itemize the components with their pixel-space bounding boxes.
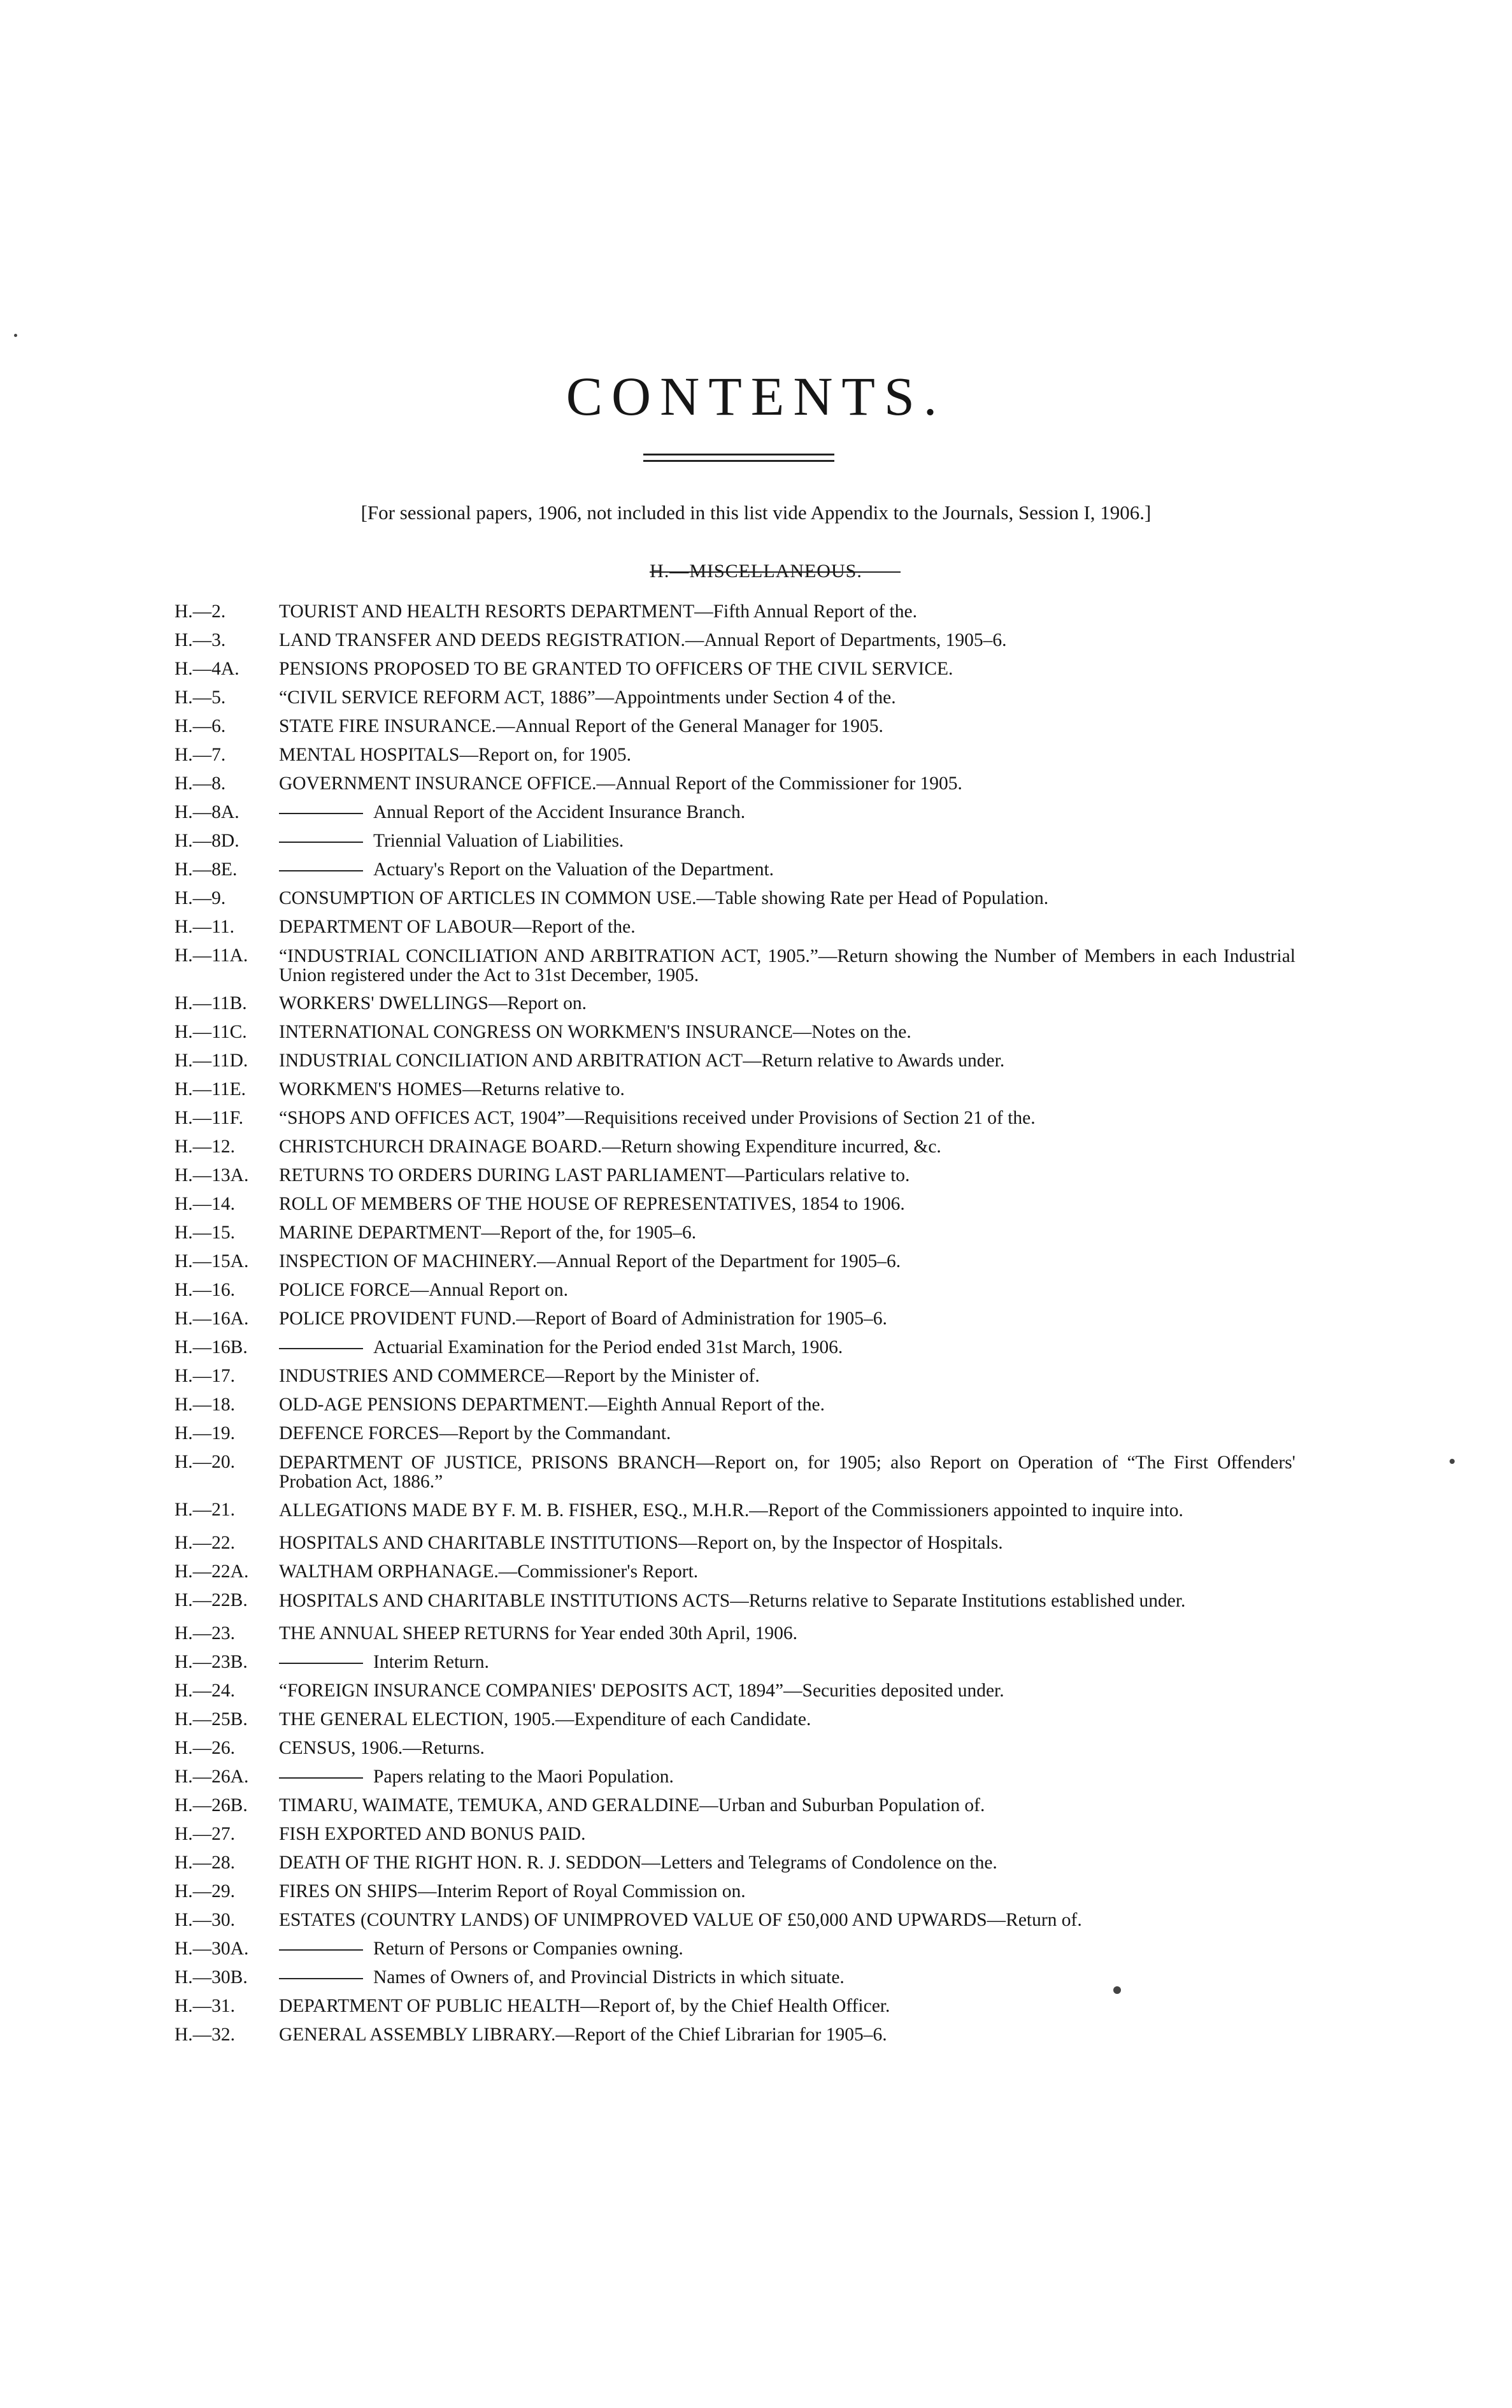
contents-entry [175, 798, 1295, 827]
paper-title: PENSIONS PROPOSED TO BE GRANTED TO OFFICERS OF THE CIVIL SERVICE. [279, 659, 953, 679]
section-heading [0, 561, 1512, 582]
paper-title: “CIVIL SERVICE REFORM ACT, 1886”—Appointments under Section 4 of the. [279, 687, 896, 708]
ditto-dash [279, 1777, 363, 1779]
paper-title [279, 1935, 1295, 1963]
contents-entry [175, 1648, 1295, 1677]
scan-speck [1450, 1459, 1455, 1464]
paper-title: THE GENERAL ELECTION, 1905.—Expenditure of each Candidate. [279, 1709, 811, 1730]
contents-list [175, 598, 1295, 2049]
paper-title: “INDUSTRIAL CONCILIATION AND ARBITRATION ACT, 1905.”—Return showing the Number of Members in each Industrial Union registered under the Act to 31st December, 1905. [279, 946, 1295, 985]
contents-entry [175, 1791, 1295, 1820]
paper-code: H.—11F. [175, 1108, 244, 1128]
paper-title: INTERNATIONAL CONGRESS ON WORKMEN'S INSURANCE—Notes on the. [279, 1022, 911, 1042]
paper-title: CONSUMPTION OF ARTICLES IN COMMON USE.—Table showing Rate per Head of Population. [279, 888, 1049, 908]
paper-title-text: Actuary's Report on the Valuation of the Department. [373, 859, 774, 880]
paper-title-text: Papers relating to the Maori Population. [373, 1767, 674, 1787]
paper-code: H.—15A. [175, 1251, 249, 1272]
contents-entry [175, 1558, 1295, 1586]
paper-title: MARINE DEPARTMENT—Report of the, for 1905–6. [279, 1222, 697, 1243]
paper-code: H.—8A. [175, 802, 239, 822]
paper-code: H.—18. [175, 1394, 236, 1415]
contents-entry [175, 1305, 1295, 1333]
contents-entry [175, 942, 1295, 989]
contents-entry [175, 712, 1295, 741]
contents-entry [175, 1362, 1295, 1391]
ditto-dash [279, 842, 363, 843]
paper-title [279, 1763, 1295, 1791]
paper-code: H.—8. [175, 773, 226, 794]
contents-entry [175, 1935, 1295, 1963]
paper-title [279, 798, 1295, 827]
paper-code: H.—12. [175, 1136, 236, 1157]
paper-code: H.—30B. [175, 1967, 248, 1988]
contents-entry [175, 1391, 1295, 1419]
contents-entry [175, 1075, 1295, 1104]
paper-code: H.—11D. [175, 1050, 248, 1071]
paper-title: WORKERS' DWELLINGS—Report on. [279, 993, 587, 1014]
paper-code: H.—21. [175, 1500, 236, 1520]
paper-title: INSPECTION OF MACHINERY.—Annual Report of the Department for 1905–6. [279, 1251, 901, 1272]
contents-entry [175, 1047, 1295, 1075]
paper-title: HOSPITALS AND CHARITABLE INSTITUTIONS—Report on, by the Inspector of Hospitals. [279, 1533, 1003, 1553]
section-heading-text: H.—MISCELLANEOUS. [650, 561, 862, 582]
paper-title: CHRISTCHURCH DRAINAGE BOARD.—Return showing Expenditure incurred, &c. [279, 1136, 941, 1157]
paper-title: ALLEGATIONS MADE BY F. M. B. FISHER, ESQ., M.H.R.—Report of the Commissioners appointed to inquire into. [279, 1500, 1183, 1521]
paper-code: H.—16B. [175, 1337, 248, 1358]
contents-entry [175, 741, 1295, 770]
paper-code: H.—23. [175, 1623, 236, 1644]
paper-code: H.—11B. [175, 993, 247, 1014]
contents-entry [175, 655, 1295, 684]
contents-entry [175, 2021, 1295, 2049]
ditto-dash [279, 1978, 363, 1979]
paper-title-text: Annual Report of the Accident Insurance Branch. [373, 802, 746, 822]
contents-entry [175, 1677, 1295, 1705]
paper-title: OLD-AGE PENSIONS DEPARTMENT.—Eighth Annual Report of the. [279, 1394, 825, 1415]
ditto-dash [279, 1348, 363, 1349]
paper-title: MENTAL HOSPITALS—Report on, for 1905. [279, 745, 632, 765]
ditto-dash [279, 1949, 363, 1951]
paper-title: DEATH OF THE RIGHT HON. R. J. SEDDON—Letters and Telegrams of Condolence on the. [279, 1853, 997, 1873]
paper-code: H.—24. [175, 1681, 236, 1701]
contents-entry [175, 1705, 1295, 1734]
paper-code: H.—32. [175, 2025, 236, 2045]
ditto-dash [279, 870, 363, 871]
paper-title-text: Names of Owners of, and Provincial Districts in which situate. [373, 1967, 845, 1988]
paper-code: H.—16A. [175, 1308, 249, 1329]
paper-title: POLICE PROVIDENT FUND.—Report of Board of Administration for 1905–6. [279, 1308, 887, 1329]
paper-title: “FOREIGN INSURANCE COMPANIES' DEPOSITS ACT, 1894”—Securities deposited under. [279, 1681, 1004, 1701]
contents-entry [175, 1161, 1295, 1190]
contents-entry [175, 1333, 1295, 1362]
contents-entry [175, 913, 1295, 942]
contents-entry [175, 770, 1295, 798]
paper-code: H.—11C. [175, 1022, 247, 1042]
contents-entry [175, 684, 1295, 712]
paper-title: FIRES ON SHIPS—Interim Report of Royal Commission on. [279, 1881, 746, 1902]
paper-title: “SHOPS AND OFFICES ACT, 1904”—Requisitions received under Provisions of Section 21 of the. [279, 1108, 1036, 1128]
paper-title: WORKMEN'S HOMES—Returns relative to. [279, 1079, 625, 1100]
paper-code: H.—25B. [175, 1709, 248, 1730]
paper-title-text: Actuarial Examination for the Period ended 31st March, 1906. [373, 1337, 843, 1358]
paper-code: H.—30. [175, 1910, 236, 1930]
paper-code: H.—15. [175, 1222, 236, 1243]
contents-entry [175, 1496, 1295, 1529]
paper-title: INDUSTRIES AND COMMERCE—Report by the Minister of. [279, 1366, 760, 1386]
paper-title: ROLL OF MEMBERS OF THE HOUSE OF REPRESENTATIVES, 1854 to 1906. [279, 1194, 905, 1214]
paper-title: DEPARTMENT OF JUSTICE, PRISONS BRANCH—Report on, for 1905; also Report on Operation of “The First Offenders' Probation Act, 1886.” [279, 1452, 1295, 1492]
paper-title: WALTHAM ORPHANAGE.—Commissioner's Report. [279, 1561, 699, 1582]
paper-title: THE ANNUAL SHEEP RETURNS for Year ended 30th April, 1906. [279, 1623, 797, 1644]
paper-title: GENERAL ASSEMBLY LIBRARY.—Report of the Chief Librarian for 1905–6. [279, 2025, 887, 2045]
scan-speck [1113, 1986, 1121, 1994]
contents-entry [175, 856, 1295, 884]
scan-speck [14, 334, 17, 337]
paper-title: CENSUS, 1906.—Returns. [279, 1738, 485, 1758]
paper-code: H.—20. [175, 1452, 236, 1472]
contents-entry [175, 1018, 1295, 1047]
paper-code: H.—8E. [175, 859, 238, 880]
paper-title [279, 1963, 1295, 1992]
paper-title-text: Return of Persons or Companies owning. [373, 1939, 683, 1959]
paper-title: GOVERNMENT INSURANCE OFFICE.—Annual Report of the Commissioner for 1905. [279, 773, 962, 794]
paper-code: H.—17. [175, 1366, 236, 1386]
paper-code: H.—13A. [175, 1165, 249, 1186]
paper-code: H.—11E. [175, 1079, 246, 1100]
contents-entry [175, 989, 1295, 1018]
contents-entry [175, 1877, 1295, 1906]
paper-code: H.—8D. [175, 831, 239, 851]
paper-title [279, 827, 1295, 856]
paper-code: H.—9. [175, 888, 226, 908]
paper-title: TOURIST AND HEALTH RESORTS DEPARTMENT—Fifth Annual Report of the. [279, 601, 917, 622]
paper-title: DEFENCE FORCES—Report by the Commandant. [279, 1423, 671, 1444]
paper-code: H.—7. [175, 745, 226, 765]
contents-entry [175, 1820, 1295, 1849]
paper-title: DEPARTMENT OF LABOUR—Report of the. [279, 917, 636, 937]
paper-title: LAND TRANSFER AND DEEDS REGISTRATION.—Annual Report of Departments, 1905–6. [279, 630, 1007, 650]
contents-entry [175, 1963, 1295, 1992]
contents-entry [175, 1219, 1295, 1247]
contents-entry [175, 827, 1295, 856]
paper-code: H.—27. [175, 1824, 236, 1844]
ditto-dash [279, 813, 363, 814]
contents-entry [175, 1849, 1295, 1877]
paper-code: H.—22A. [175, 1561, 249, 1582]
paper-title [279, 856, 1295, 884]
paper-code: H.—30A. [175, 1939, 249, 1959]
paper-title: INDUSTRIAL CONCILIATION AND ARBITRATION ACT—Return relative to Awards under. [279, 1050, 1005, 1071]
paper-code: H.—6. [175, 716, 226, 736]
paper-title: POLICE FORCE—Annual Report on. [279, 1280, 568, 1300]
contents-entry [175, 1586, 1295, 1619]
contents-entry [175, 598, 1295, 626]
sessional-papers-note: [For sessional papers, 1906, not included in this list vide Appendix to the Journals, Session I, 1906.] [360, 501, 1152, 524]
contents-entry [175, 1247, 1295, 1276]
paper-title: TIMARU, WAIMATE, TEMUKA, AND GERALDINE—Urban and Suburban Population of. [279, 1795, 985, 1816]
paper-code: H.—26A. [175, 1767, 249, 1787]
paper-code: H.—23B. [175, 1652, 248, 1672]
paper-title-text: Triennial Valuation of Liabilities. [373, 831, 624, 851]
paper-title: FISH EXPORTED AND BONUS PAID. [279, 1824, 586, 1844]
paper-code: H.—2. [175, 601, 226, 622]
paper-code: H.—26B. [175, 1795, 248, 1816]
contents-entry [175, 1276, 1295, 1305]
paper-code: H.—11. [175, 917, 234, 937]
paper-code: H.—11A. [175, 945, 248, 966]
paper-code: H.—3. [175, 630, 226, 650]
paper-code: H.—16. [175, 1280, 236, 1300]
paper-title [279, 1648, 1295, 1677]
paper-title-text: Interim Return. [373, 1652, 489, 1672]
contents-entry [175, 1104, 1295, 1133]
page-title: CONTENTS. [566, 366, 946, 427]
contents-entry [175, 1619, 1295, 1648]
contents-entry [175, 1529, 1295, 1558]
paper-code: H.—29. [175, 1881, 236, 1902]
contents-entry [175, 1133, 1295, 1161]
paper-code: H.—26. [175, 1738, 236, 1758]
title-rule-bottom [643, 460, 834, 462]
title-rule-top [643, 454, 834, 455]
paper-code: H.—22. [175, 1533, 236, 1553]
paper-code: H.—22B. [175, 1590, 248, 1610]
contents-entry [175, 1763, 1295, 1791]
paper-code: H.—4A. [175, 659, 239, 679]
paper-title: DEPARTMENT OF PUBLIC HEALTH—Report of, by the Chief Health Officer. [279, 1996, 890, 2016]
contents-entry [175, 1734, 1295, 1763]
paper-title: RETURNS TO ORDERS DURING LAST PARLIAMENT—Particulars relative to. [279, 1165, 910, 1186]
contents-entry [175, 884, 1295, 913]
ditto-dash [279, 1663, 363, 1664]
contents-entry [175, 1448, 1295, 1496]
contents-entry [175, 626, 1295, 655]
contents-entry [175, 1419, 1295, 1448]
paper-title: STATE FIRE INSURANCE.—Annual Report of the General Manager for 1905. [279, 716, 883, 736]
paper-code: H.—31. [175, 1996, 236, 2016]
contents-entry [175, 1190, 1295, 1219]
paper-title: ESTATES (COUNTRY LANDS) OF UNIMPROVED VALUE OF £50,000 AND UPWARDS—Return of. [279, 1910, 1082, 1930]
paper-code: H.—28. [175, 1853, 236, 1873]
contents-entry [175, 1992, 1295, 2021]
paper-title: HOSPITALS AND CHARITABLE INSTITUTIONS ACTS—Returns relative to Separate Institutions established under. [279, 1591, 1186, 1611]
paper-code: H.—14. [175, 1194, 236, 1214]
paper-code: H.—19. [175, 1423, 236, 1444]
paper-title [279, 1333, 1295, 1362]
paper-code: H.—5. [175, 687, 226, 708]
contents-entry [175, 1906, 1295, 1935]
